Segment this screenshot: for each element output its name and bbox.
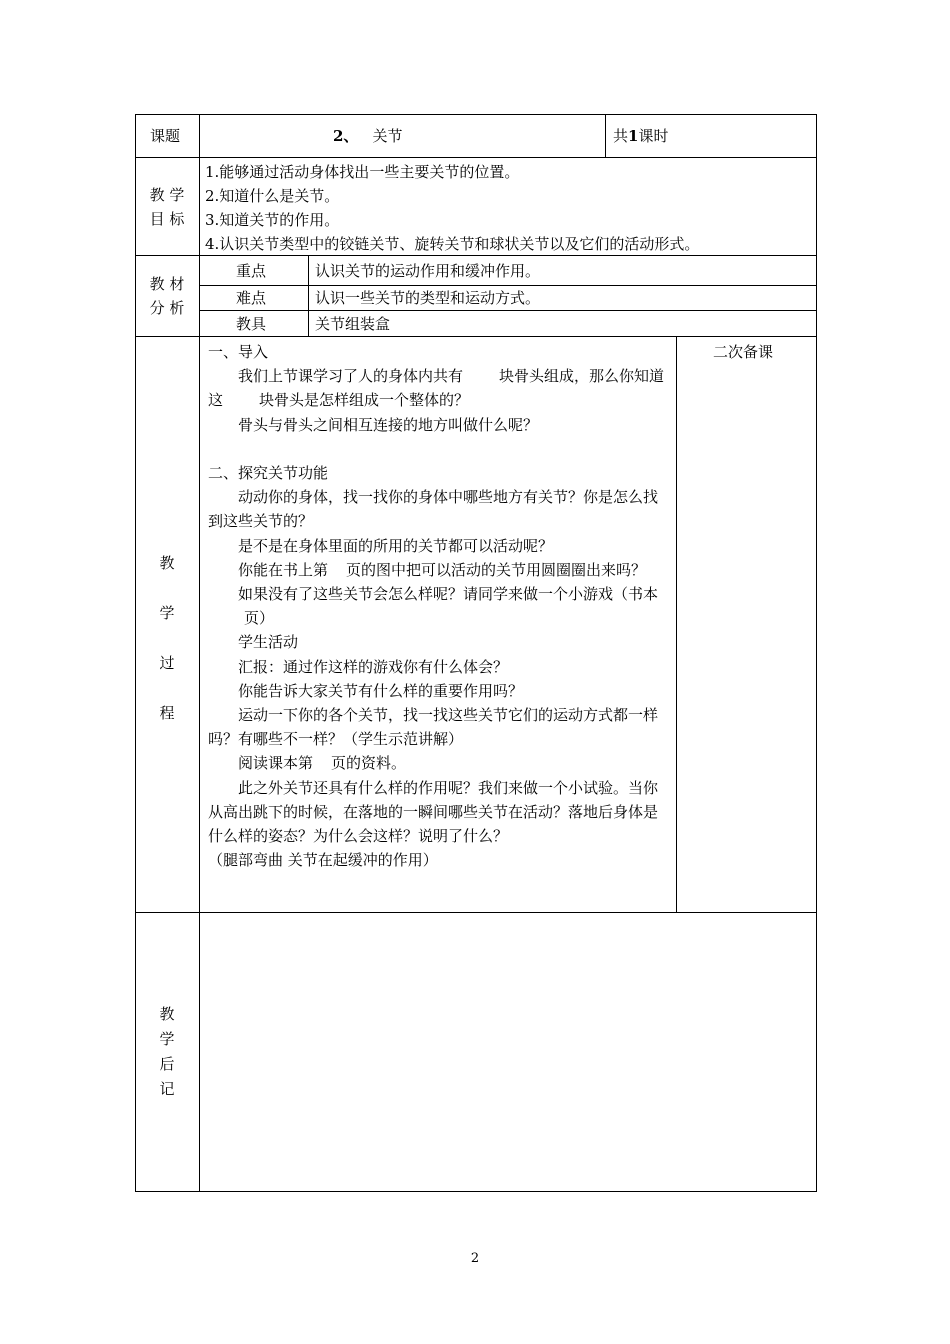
lesson-title [333, 124, 402, 148]
key-point-label: 重点 [236, 262, 267, 280]
goal-item: 3.知道关节的作用。 [205, 211, 340, 229]
hours-prefix: 共 [613, 127, 629, 145]
process-paragraph: 阅读课本第 页的资料。 [238, 754, 407, 773]
process-paragraph: 运动一下你的各个关节，找一找这些关节它们的运动方式都一样吗？有哪些不一样？（学生示范讲解） [208, 706, 659, 749]
materials-label [135, 272, 199, 320]
process-paragraph: 骨头与骨头之间相互连接的地方叫做什么呢？ [238, 415, 539, 434]
row-divider [135, 336, 817, 337]
reflection-label-char: 记 [159, 1080, 175, 1098]
row-divider [200, 310, 817, 311]
process-label-char: 过 [159, 654, 175, 672]
reflection-label [135, 1002, 199, 1102]
goals-label [135, 183, 199, 231]
process-paragraph: 是不是在身体里面的所用的关节都可以活动呢？ [238, 536, 554, 555]
difficulty-value: 认识一些关节的类型和运动方式。 [315, 289, 541, 307]
process-paragraph: 你能在书上第 页的图中把可以活动的关节用圆圈圈出来吗？ [238, 560, 647, 579]
column-divider [308, 255, 309, 336]
goals-label-line2: 目 标 [149, 210, 185, 228]
process-paragraph: 动动你的身体，找一找你的身体中哪些地方有关节？你是怎么找到这些关节的？ [208, 488, 659, 531]
column-divider [199, 114, 200, 1192]
page-number: 2 [470, 1251, 480, 1266]
goal-item: 4.认识关节类型中的铰链关节、旋转关节和球状关节以及它们的活动形式。 [205, 235, 700, 253]
hours-suffix: 课时 [638, 127, 669, 145]
row-divider [135, 912, 817, 913]
lesson-hours [613, 124, 668, 148]
process-label [135, 538, 199, 738]
process-paragraph: 汇报：通过作这样的游戏你有什么体会？ [238, 657, 509, 676]
section-heading: 二、探究关节功能 [208, 464, 329, 482]
section-heading: 一、导入 [208, 343, 269, 361]
materials-label-line2: 分 析 [149, 299, 185, 317]
reflection-label-char: 后 [159, 1055, 175, 1073]
process-paragraph: 如果没有了这些关节会怎么样呢？请同学来做一个小游戏（书本页） [238, 585, 659, 628]
column-divider [605, 114, 606, 157]
teaching-process-body [208, 340, 666, 872]
process-label-char: 学 [159, 604, 175, 622]
process-paragraph: （腿部弯曲 关节在起缓冲的作用） [208, 851, 438, 870]
process-label-char: 教 [159, 554, 175, 572]
difficulty-label: 难点 [236, 289, 267, 307]
goals-label-line1: 教 学 [149, 186, 185, 204]
materials-label-line1: 教 材 [149, 275, 185, 293]
teaching-aids-value: 关节组装盒 [315, 315, 391, 333]
process-paragraph: 学生活动 [238, 633, 299, 652]
goal-item: 2.知道什么是关节。 [205, 187, 340, 205]
process-label-char: 程 [159, 704, 175, 722]
process-paragraph: 我们上节课学习了人的身体内共有 块骨头组成，那么你知道这 块骨头是怎样组成一个整体的？ [208, 367, 665, 410]
lesson-title-text: 关节 [372, 127, 403, 145]
lesson-number: 2、 [333, 127, 359, 145]
secondary-prep-label: 二次备课 [713, 343, 774, 361]
reflection-label-char: 学 [159, 1030, 175, 1048]
column-divider [676, 336, 677, 912]
reflection-label-char: 教 [159, 1005, 175, 1023]
process-paragraph: 此之外关节还具有什么样的作用呢？我们来做一个小试验。当你从高出跳下的时候，在落地的一瞬间哪些关节在活动？落地后身体是什么样的姿态？为什么会这样？说明了什么？ [208, 778, 659, 846]
topic-label: 课题 [150, 127, 181, 145]
goals-list [205, 160, 699, 256]
goal-item: 1.能够通过活动身体找出一些主要关节的位置。 [205, 163, 520, 181]
key-point-value: 认识关节的运动作用和缓冲作用。 [315, 262, 541, 280]
teaching-aids-label: 教具 [236, 315, 267, 333]
process-paragraph: 你能告诉大家关节有什么样的重要作用吗？ [238, 681, 524, 700]
row-divider [135, 157, 817, 158]
hours-value: 1 [628, 127, 639, 145]
